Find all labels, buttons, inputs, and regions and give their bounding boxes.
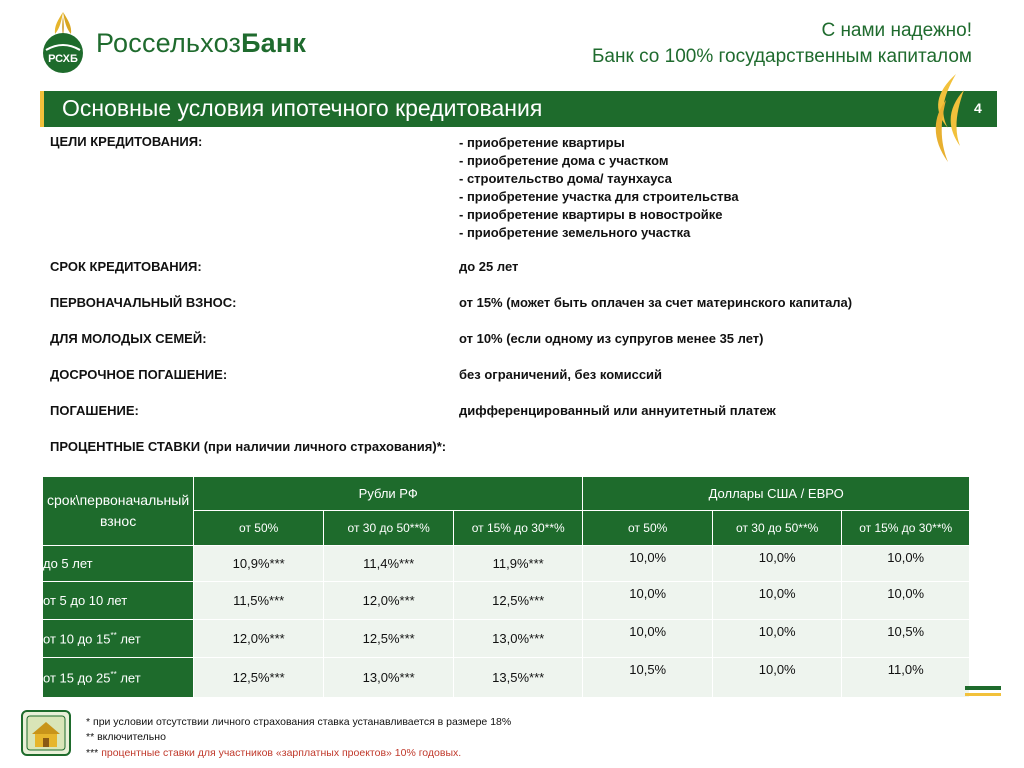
rate-cell: 10,0% [713,582,842,620]
table-row [43,620,970,658]
slogan [592,18,972,70]
rate-cell: 12,5%*** [324,620,454,658]
footnote-3-prefix: *** [86,747,102,759]
slogan-line1: С нами надежно! [821,20,972,41]
row-label-main: от 15 до 25 [43,670,111,686]
row-label [43,658,194,698]
subheader-cell: от 50% [194,511,324,546]
row-label-tail: лет [116,670,141,686]
rate-cell: 10,0% [713,620,842,658]
rate-cell: 10,0% [842,546,970,582]
rate-cell: 11,0% [842,658,970,698]
table-row [43,658,970,698]
rate-cell: 12,0%*** [324,582,454,620]
repayment-value: дифференцированный или аннуитетный платеж [459,403,776,418]
young-families-value: от 10% (если одному из супругов менее 35 лет) [459,331,764,346]
bank-logo-wordmark [96,28,306,59]
subheader-cell: от 15% до 30**% [842,511,970,546]
list-item: - приобретение квартиры в новостройке [459,207,723,222]
row-label-sup: ** [110,630,117,640]
subheader-cell: от 30 до 50**% [324,511,454,546]
row-label [43,620,194,658]
rate-cell: 10,0% [713,546,842,582]
footnote-3-text: процентные ставки для участников «зарплатных проектов» 10% годовых. [101,747,462,759]
svg-text:РСХБ: РСХБ [48,53,78,65]
list-item: - приобретение квартиры [459,135,625,150]
row-label-sup: ** [110,669,117,679]
rate-cell: 10,0% [713,658,842,698]
rate-cell: 10,9%*** [194,546,324,582]
brand-bold: Банк [241,28,307,58]
early-repayment-value: без ограничений, без комиссий [459,367,663,382]
group-header-rub: Рубли РФ [194,477,583,511]
list-item: - приобретение дома с участком [459,153,669,168]
term-label: СРОК КРЕДИТОВАНИЯ: [50,259,202,274]
list-item: - строительство дома/ таунхауса [459,171,672,186]
row-label: от 5 до 10 лет [43,582,194,620]
young-families-label: ДЛЯ МОЛОДЫХ СЕМЕЙ: [50,331,207,346]
rate-cell: 12,5%*** [194,658,324,698]
rate-cell: 11,5%*** [194,582,324,620]
row-label: до 5 лет [43,546,194,582]
rate-cell: 13,5%*** [454,658,583,698]
table-row [43,582,970,620]
repayment-label: ПОГАШЕНИЕ: [50,403,139,418]
rate-cell: 12,5%*** [454,582,583,620]
rate-cell: 12,0%*** [194,620,324,658]
rate-cell: 10,5% [842,620,970,658]
table-row [43,546,970,582]
rate-cell: 11,4%*** [324,546,454,582]
footnote-3 [86,747,461,759]
rate-cell: 10,5% [583,658,713,698]
footnote-1: * при условии отсутствии личного страхования ставка устанавливается в размере 18% [86,716,512,728]
early-repayment-label: ДОСРОЧНОЕ ПОГАШЕНИЕ: [50,367,228,382]
subheader-cell: от 50% [583,511,713,546]
subheader-cell: от 30 до 50**% [713,511,842,546]
rate-cell: 10,0% [583,582,713,620]
subheader-cell: от 15% до 30**% [454,511,583,546]
decor-line-yellow [965,693,1001,696]
down-payment-value: от 15% (может быть оплачен за счет материнского капитала) [459,295,853,310]
slogan-line2: Банк со 100% государственным капиталом [591,46,972,67]
wheat-swoosh-icon [918,70,978,166]
rate-cell: 10,0% [583,620,713,658]
rate-cell: 13,0%*** [454,620,583,658]
group-header-usd: Доллары США / ЕВРО [583,477,970,511]
title-accent [40,91,44,127]
brand-regular: Россельхоз [96,28,242,58]
goals-label: ЦЕЛИ КРЕДИТОВАНИЯ: [50,134,203,149]
goals-list [459,134,739,242]
house-icon [21,710,71,756]
row-label-main: от 10 до 15 [43,631,111,647]
list-item: - приобретение земельного участка [459,225,691,240]
term-value: до 25 лет [459,259,519,274]
row-label-tail: лет [116,631,141,647]
table-corner-header: срок\первоначальный взнос [43,477,194,546]
bank-logo-emblem [38,10,88,74]
rates-table [42,476,970,698]
slide-number: 4 [974,100,982,116]
decor-line-green [965,686,1001,690]
down-payment-label: ПЕРВОНАЧАЛЬНЫЙ ВЗНОС: [50,295,237,310]
page-title: Основные условия ипотечного кредитования [62,95,543,121]
list-item: - приобретение участка для строительства [459,189,739,204]
rate-cell: 10,0% [842,582,970,620]
rate-cell: 11,9%*** [454,546,583,582]
rate-cell: 13,0%*** [324,658,454,698]
rate-cell: 10,0% [583,546,713,582]
rates-label: ПРОЦЕНТНЫЕ СТАВКИ (при наличии личного страхования)*: [50,439,447,454]
footnote-2: ** включительно [86,731,166,743]
